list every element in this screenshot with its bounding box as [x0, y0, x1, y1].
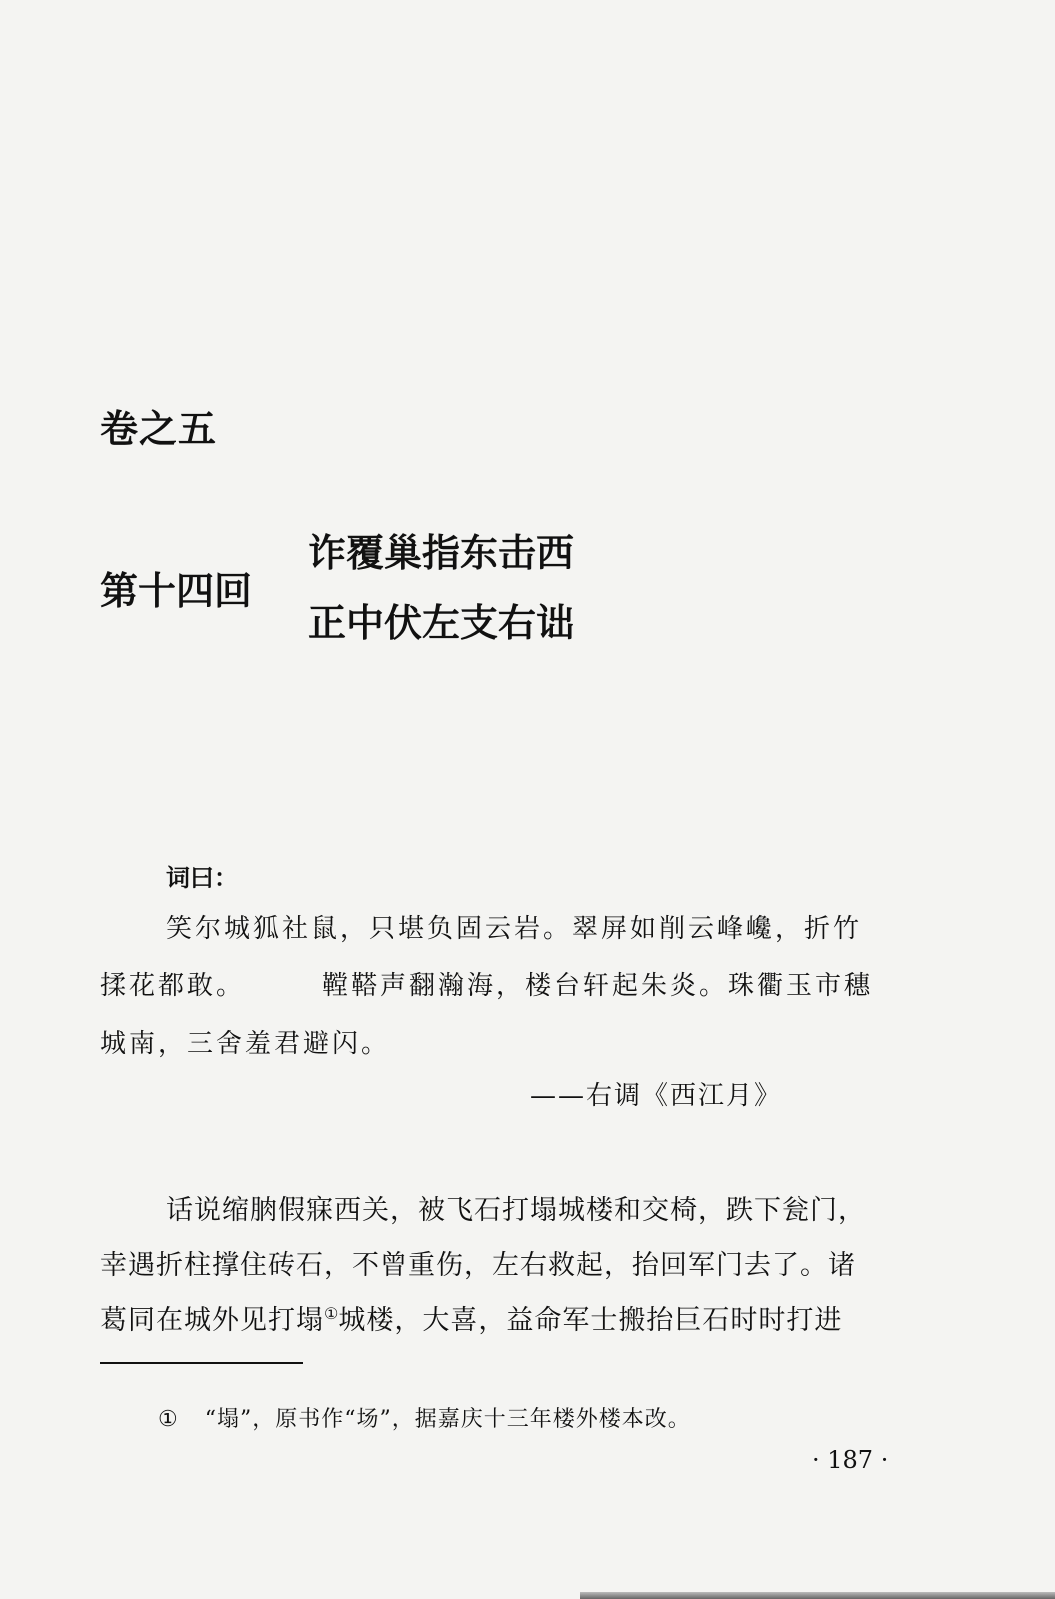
body-line-3: [100, 1298, 842, 1337]
volume-title: 卷之五: [100, 406, 218, 451]
page-number: · 187 ·: [812, 1446, 889, 1474]
poem-label: 词曰：: [166, 864, 238, 892]
footnote-text: “塌”，原书作“场”，据嘉庆十三年楼外楼本改。: [204, 1407, 691, 1432]
body-line-2: 幸遇折柱撑住砖石，不曾重伤，左右救起，抬回军门去了。诸: [100, 1250, 856, 1281]
body-line-1: 话说缩朒假寐西关，被飞石打塌城楼和交椅，跌下瓮门，: [166, 1195, 866, 1226]
footnote: [158, 1402, 691, 1433]
scan-edge-shadow: [580, 1592, 1055, 1599]
poem-attribution: ——右调《西江月》: [530, 1081, 783, 1111]
body-line-3-end: 城楼，大喜，益命军士搬抬巨石时时打进: [338, 1305, 843, 1336]
chapter-title-line-1: 诈覆巢指东击西: [308, 530, 575, 575]
poem-line-2b: 鞺鞳声翻瀚海，楼台轩起朱炎。珠衢玉市穗: [322, 971, 874, 1001]
chapter-number: 第十四回: [100, 568, 253, 613]
footnote-divider: [100, 1362, 303, 1364]
poem-line-2a: 揉花都敢。: [100, 971, 246, 1001]
poem-line-1: 笑尔城狐社鼠，只堪负固云岩。翠屏如削云峰巉，折竹: [166, 914, 863, 944]
footnote-reference[interactable]: ①: [324, 1304, 339, 1323]
chapter-title-line-2: 正中伏左支右诎: [308, 600, 575, 645]
footnote-mark: ①: [158, 1407, 179, 1432]
poem-line-3: 城南，三舍羞君避闪。: [100, 1029, 391, 1059]
body-line-3-start: 葛同在城外见打塌: [100, 1305, 324, 1336]
